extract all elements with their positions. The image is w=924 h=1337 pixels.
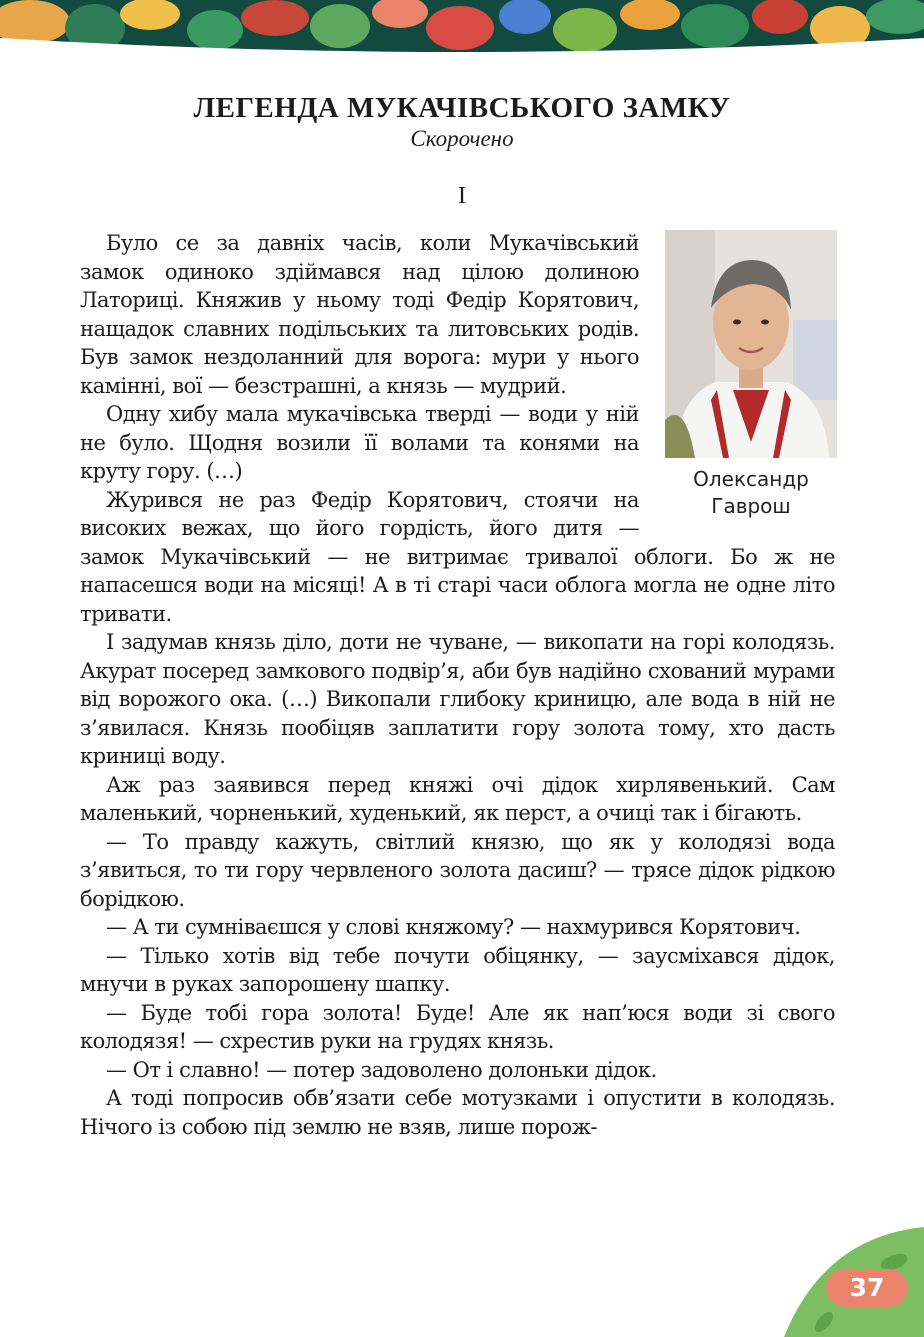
author-figure: [665, 230, 837, 520]
paragraph: — То правду кажуть, світлий князю, що як у колодязі вода з’явиться, то ти гору червленого золота дасиш? — трясе дідок рідкою борідкою.: [80, 829, 835, 911]
story-title: ЛЕГЕНДА МУКАЧІВСЬКОГО ЗАМКУ: [193, 92, 731, 124]
story-subtitle: Скорочено: [410, 126, 514, 151]
section-number: І: [458, 183, 466, 209]
paragraph: Було се за давніх часів, коли Мукачівський замок одиноко здіймався над цілою долиною Латориці. Княжив у ньому тоді Федір Корятович, нащадок славних подільських та литовських родів. Був замок нездоланний для ворога: мури у нього камінні, вої — безстрашні, а князь — мудрий.: [80, 231, 639, 398]
paragraph: — А ти сумніваєшся у слові княжому? — нахмурився Корятович.: [106, 915, 801, 939]
story-text: [80, 229, 835, 1141]
paragraph: Одну хибу мала мукачівська тверді — води у ній не було. Щодня возили її волами та конями на круту гору. (…): [80, 402, 639, 483]
paragraph: І задумав князь діло, доти не чуване, — викопати на горі колодязь. Акурат посеред замкового подвір’я, аби був надійно схований мурами від ворожого ока. (…) Викопали глибоку криницю, але вода в ній не з’явилася. Князь пообіцяв заплатити гору золота тому, хто дасть криниці воду.: [80, 630, 835, 768]
page-number: 37: [826, 1269, 908, 1307]
floral-banner-decoration: [0, 0, 924, 60]
author-first-name: Олександр: [693, 467, 809, 491]
paragraph: — Буде тобі гора золота! Буде! Але як нап’юся води зі свого колодязя! — схрестив руки на грудях князь.: [80, 1000, 835, 1053]
paragraph: А тоді попросив обв’язати себе мотузками і опустити в колодязь. Нічого із собою під землю не взяв, лише порож-: [80, 1086, 835, 1139]
paragraph: Журився не раз Федір Корятович, стоячи на високих вежах, що його гордість, його дитя — замок Мукачівський — не витримає тривалої облоги. Бо ж не напасешся води на місяці! А в ті старі часи облога могла не одне літо тривати.: [80, 487, 835, 626]
author-last-name: Гаврош: [711, 494, 791, 518]
paragraph: Аж раз заявився перед княжі очі дідок хирлявенький. Сам маленький, чорненький, худенький, як перст, а очиці так і бігають.: [80, 772, 835, 825]
author-portrait-image: [665, 230, 837, 458]
paragraph: — Тілько хотів від тебе почути обіцянку, — заусміхався дідок, мнучи в руках запорошену шапку.: [80, 943, 835, 996]
paragraph: — От і славно! — потер задоволено долоньки дідок.: [106, 1057, 657, 1082]
